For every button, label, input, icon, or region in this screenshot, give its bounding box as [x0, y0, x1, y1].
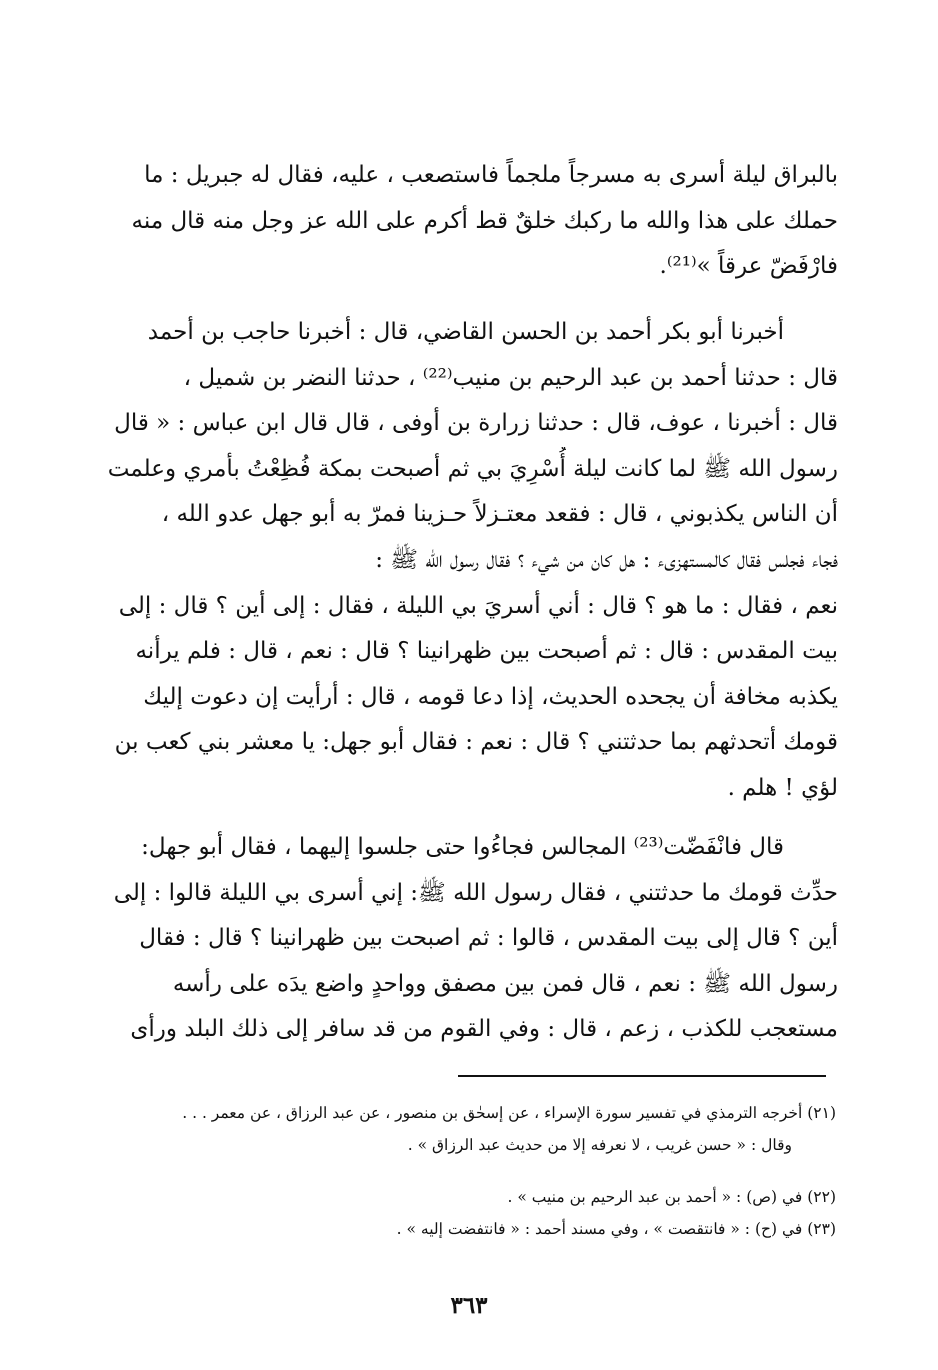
text-line: فجاء فجلس فقال كالمستهزىء : هل كان من شيء ؟ فقال رسول الله ﷺ :: [375, 546, 838, 573]
text-line: لؤي ! هلم .: [727, 774, 838, 801]
paragraph-2: [96, 310, 838, 812]
footnote-separator: [458, 1075, 826, 1077]
text-line: يكذبه مخافة أن يجحده الحديث، إذا دعا قومه ، قال : أرأيت إن دعوت إليك: [143, 683, 838, 710]
text-line: بيت المقدس : قال : ثم أصبحت بين ظهرانينا ؟ قال : نعم ، قال : فلم يرأنه: [135, 638, 838, 665]
footnote-line: وقال : « حسن غريب ، لا نعرفه إلا من حديث عبد الرزاق » .: [407, 1136, 792, 1154]
paragraph-3: [96, 825, 838, 1053]
footnote-22: (٢٢) في (ص) : « أحمد بن عبد الرحيم بن منيب » .: [507, 1188, 836, 1206]
text-line: مستعجب للكذب ، زعم ، قال : وفي القوم من قد سافر إلى ذلك البلد ورأى: [130, 1016, 838, 1043]
footnote-line: (٢١) أخرجه الترمذي في تفسير سورة الإسراء ، عن إسحٰق بن منصور ، عن عبد الرزاق ، عن معمر . . .: [182, 1104, 836, 1122]
footnote-21: [100, 1097, 836, 1161]
text-line: حملك على هذا والله ما ركبك خلقٌ قط أكرم على الله عز وجل منه قال منه: [131, 207, 838, 234]
page-number: ٣٦٣: [450, 1292, 488, 1319]
text-line: قال فانْفَضّت⁽²³⁾ المجالس فجاءُوا حتى جلسوا إليهما ، فقال أبو جهل:: [141, 834, 784, 860]
text-line: بالبراق ليلة أسرى به مسرجاً ملجماً فاستصعب ، عليه، فقال له جبريل : ما: [144, 162, 838, 188]
text-line: حدِّث قومك ما حدثتني ، فقال رسول الله ﷺ: إني أسرى بي الليلة قالوا : إلى: [113, 879, 838, 906]
footnote-23: (٢٣) في (ح) : « فانتقصت » ، وفي مسند أحمد : « فانتفضت إليه » .: [396, 1220, 836, 1238]
text-line: رسول الله ﷺ : نعم ، قال فمن بين مصفق وواحدٍ واضع يدَه على رأسه: [172, 970, 838, 997]
text-line: أخبرنا أبو بكر أحمد بن الحسن القاضي، قال : أخبرنا حاجب بن أحمد: [147, 319, 784, 345]
text-line: رسول الله ﷺ لما كانت ليلة أُسْرِيَ بي ثم أصبحت بمكة فُظِعْتُ بأمري وعلمت: [107, 455, 838, 482]
text-line: نعم ، فقال : ما هو ؟ قال : أني أسريَ بي الليلة ، فقال : إلى أين ؟ قال : إلى: [118, 592, 838, 619]
text-line: قال : حدثنا أحمد بن عبد الرحيم بن منيب⁽²²⁾ ، حدثنا النضر بن شميل ،: [183, 364, 838, 391]
text-line: أن الناس يكذبوني ، قال : فقعد معتـزلاً حـزينا فمرّ به أبو جهل عدو الله ،: [161, 501, 838, 528]
text-line: قومك أتحدثهم بما حدثتني ؟ قال : نعم : فقال أبو جهل: يا معشر بني كعب بن: [114, 729, 838, 756]
paragraph-1: [96, 153, 838, 290]
footnotes-22-23: [100, 1181, 836, 1245]
text-line: فارْفَضّ عرقاً »⁽²¹⁾.: [659, 253, 838, 280]
text-line: أين ؟ قال إلى بيت المقدس ، قالوا : ثم اصبحت بين ظهرانينا ؟ قال : فقال: [139, 925, 838, 952]
text-line: قال : أخبرنا ، عوف، قال : حدثنا زرارة بن أوفى ، قال قال ابن عباس : « قال: [114, 410, 838, 437]
